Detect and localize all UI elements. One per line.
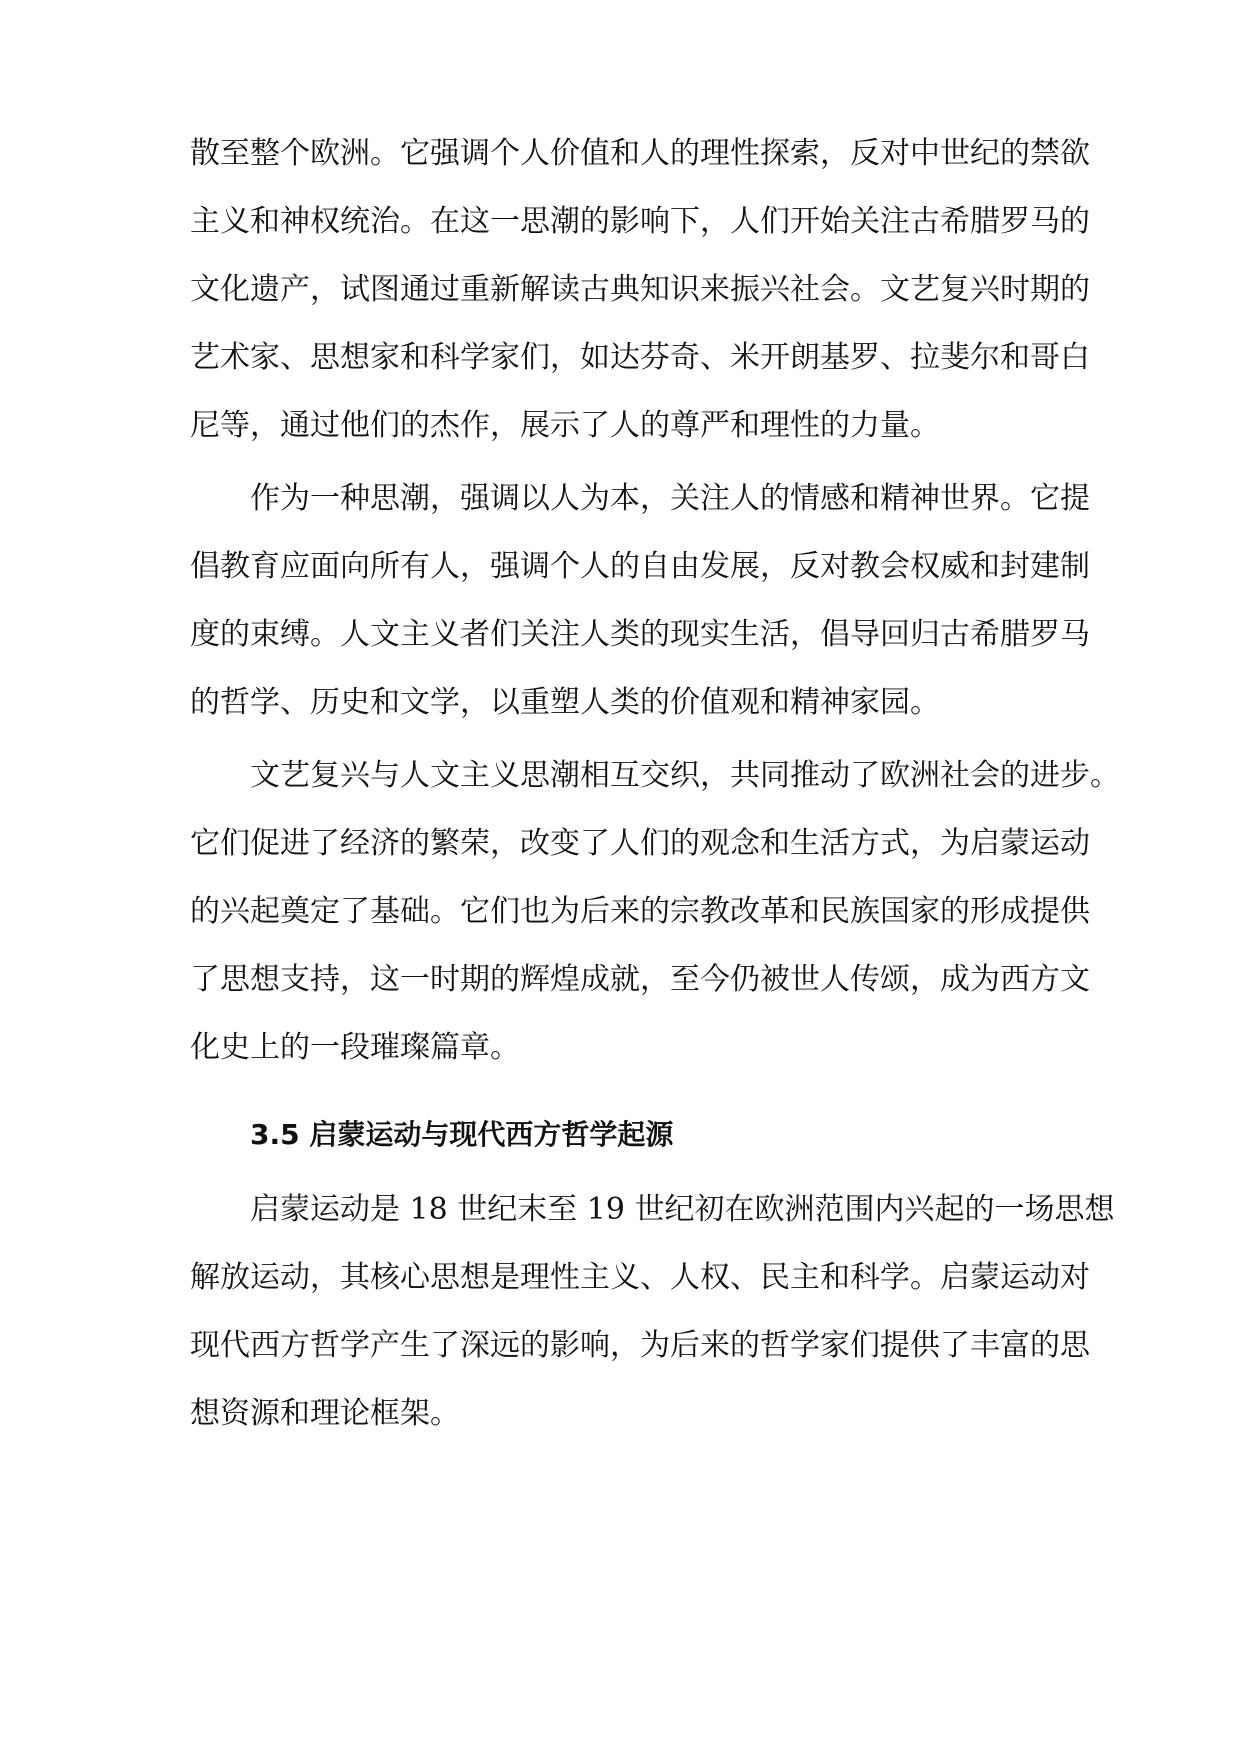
paragraph-line: 作为一种思潮，强调以人为本，关注人的情感和精神世界。它提 [250, 481, 1090, 516]
paragraph-line: 的兴起奠定了基础。它们也为后来的宗教改革和民族国家的形成提供 [190, 894, 1090, 929]
paragraph-line: 解放运动，其核心思想是理性主义、人权、民主和科学。启蒙运动对 [190, 1260, 1090, 1295]
paragraph-line: 主义和神权统治。在这一思潮的影响下，人们开始关注古希腊罗马的 [190, 204, 1090, 239]
paragraph-line: 文艺复兴与人文主义思潮相互交织，共同推动了欧洲社会的进步。 [250, 758, 1120, 793]
paragraph-line: 了思想支持，这一时期的辉煌成就，至今仍被世人传颂，成为西方文 [190, 962, 1090, 997]
paragraph-line: 化史上的一段璀璨篇章。 [190, 1030, 520, 1065]
paragraph-line: 它们促进了经济的繁荣，改变了人们的观念和生活方式，为启蒙运动 [190, 826, 1090, 861]
paragraph-line: 度的束缚。人文主义者们关注人类的现实生活，倡导回归古希腊罗马 [190, 617, 1090, 652]
paragraph-line: 现代西方哲学产生了深远的影响，为后来的哲学家们提供了丰富的思 [190, 1328, 1090, 1363]
paragraph-line: 散至整个欧洲。它强调个人价值和人的理性探索，反对中世纪的禁欲 [190, 136, 1090, 171]
paragraph-line: 倡教育应面向所有人，强调个人的自由发展，反对教会权威和封建制 [190, 549, 1090, 584]
paragraph-line: 想资源和理论框架。 [190, 1396, 460, 1431]
paragraph-line: 启蒙运动是 18 世纪末至 19 世纪初在欧洲范围内兴起的一场思想 [250, 1192, 1115, 1227]
paragraph-line: 文化遗产，试图通过重新解读古典知识来振兴社会。文艺复兴时期的 [190, 272, 1090, 307]
paragraph-line: 尼等，通过他们的杰作，展示了人的尊严和理性的力量。 [190, 408, 940, 443]
paragraph-line: 艺术家、思想家和科学家们，如达芬奇、米开朗基罗、拉斐尔和哥白 [190, 340, 1090, 375]
section-heading: 3.5 启蒙运动与现代西方哲学起源 [250, 1118, 674, 1151]
paragraph-line: 的哲学、历史和文学，以重塑人类的价值观和精神家园。 [190, 685, 940, 720]
